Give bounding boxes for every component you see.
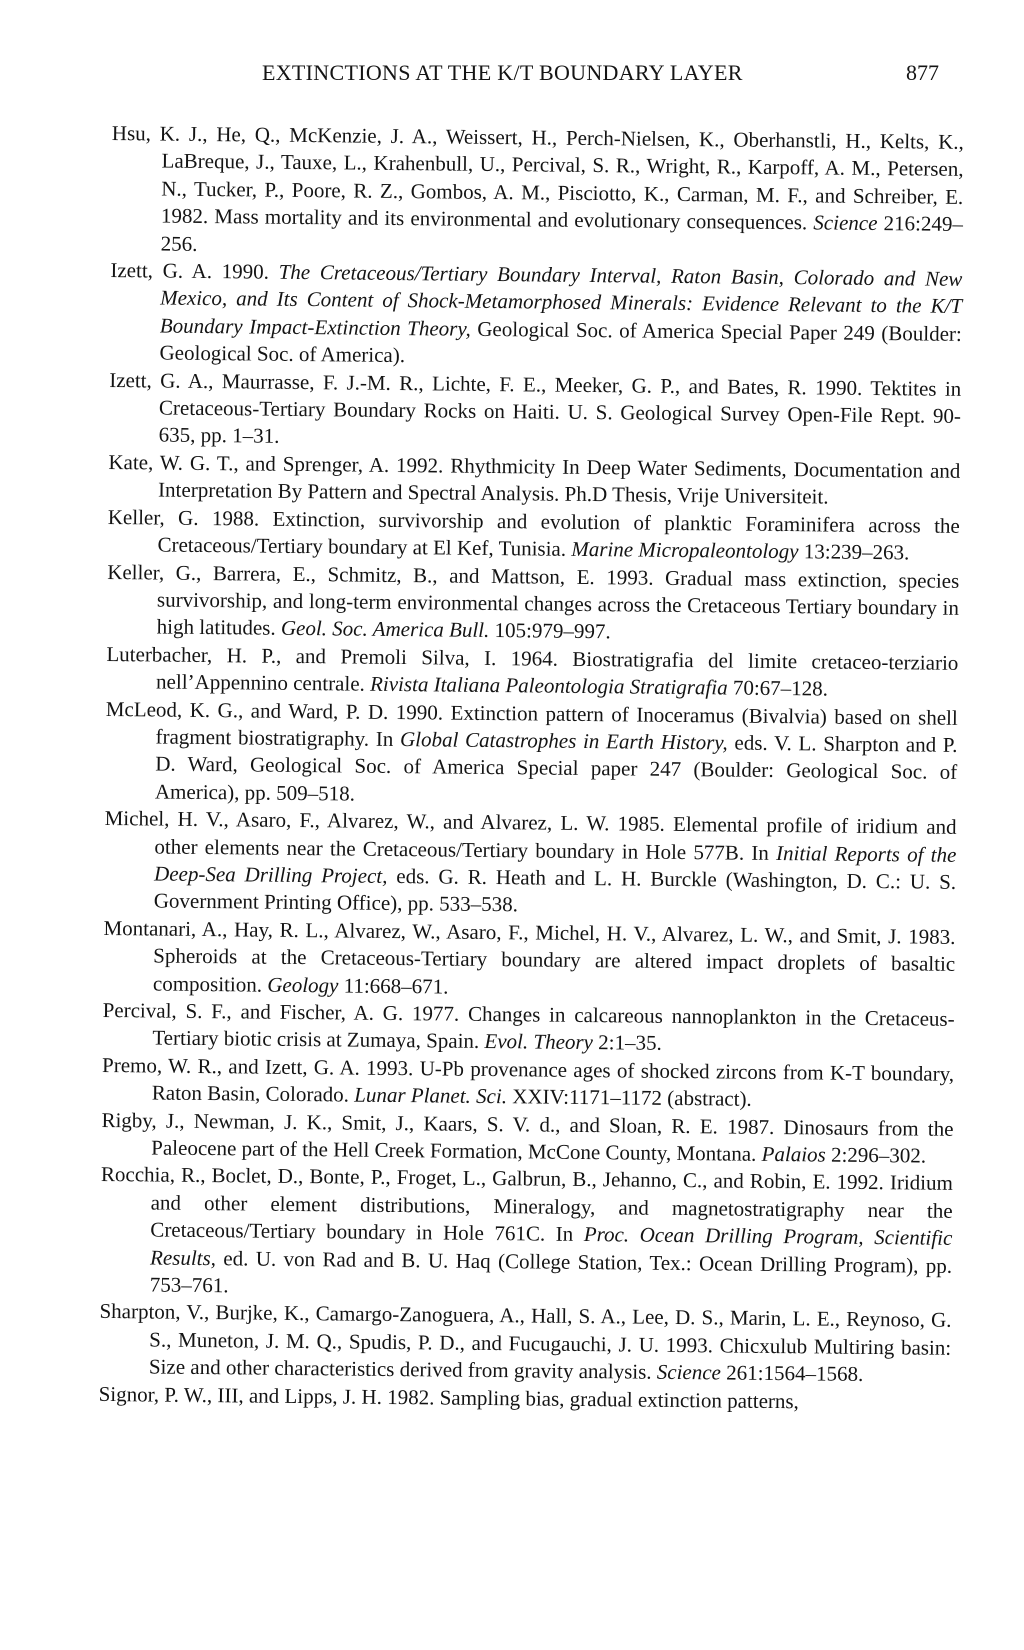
reference-text: 2:296–302. (825, 1142, 927, 1168)
reference-entry (107, 558, 960, 649)
reference-text: ed. U. von Rad and B. U. Haq (College Station, Tex.: Ocean Drilling Program), pp. 753–761. (149, 1245, 953, 1298)
reference-text: eds. G. R. Heath and L. H. Burckle (Washington, D. C.: U. S. Government Printing Office), pp. 533–538. (153, 863, 957, 917)
running-title: EXTINCTIONS AT THE K/T BOUNDARY LAYER (262, 60, 743, 85)
reference-entry (103, 915, 956, 1006)
reference-italic-title: Marine Micropaleontology (571, 536, 799, 564)
reference-entry (102, 997, 955, 1061)
reference-text: Signor, P. W., III, and Lipps, J. H. 1982. Sampling bias, gradual extinction patterns, (98, 1381, 800, 1413)
reference-text: 2:1–35. (592, 1030, 662, 1056)
reference-entry (108, 449, 961, 513)
reference-text: Keller, G., Barrera, E., Schmitz, B., and Mattson, E. 1993. Gradual mass extinction, species survivorship, and long-term environmental changes across the Cretaceous Tertiary boundary in high latitudes. (107, 559, 960, 641)
reference-entry (109, 367, 962, 458)
reference-text: 11:668–671. (338, 973, 449, 999)
reference-text: Sharpton, V., Burjke, K., Camargo-Zanoguera, A., Hall, S. A., Lee, D. S., Marin, L. E., Reynoso, G. S., Muneton, J. M. Q., Spudis, P. D., and Fucugauchi, J. U. 1993. Chicxulub Multiring basin: Size and other characteristics derived from gravity analysis. (99, 1299, 952, 1385)
reference-italic-title: Evol. Theory (484, 1029, 594, 1055)
reference-italic-title: Science (813, 210, 878, 236)
reference-text: Rigby, J., Newman, J. K., Smit, J., Kaars, S. V. d., and Sloan, R. E. 1987. Dinosaurs from the Paleocene part of the Hell Creek Formation, McCone County, Montana. (101, 1107, 954, 1166)
reference-text: Keller, G. 1988. Extinction, survivorship and evolution of planktic Foraminifera across the Cretaceous/Tertiary boundary at El Kef, Tunisia. (107, 504, 960, 561)
reference-italic-title: Initial Reports of the Deep-Sea Drilling Project, (153, 840, 957, 888)
reference-text: McLeod, K. G., and Ward, P. D. 1990. Extinction pattern of Inoceramus (Bivalvia) based on shell fragment biostratigraphy. In (105, 696, 958, 751)
reference-text: Geological Soc. of America Special Paper 249 (Boulder: Geological Soc. of America). (159, 316, 962, 368)
reference-list (99, 120, 964, 1417)
page-number: 877 (906, 60, 939, 85)
reference-italic-title: Geology (267, 972, 339, 998)
reference-italic-title: The Cretaceous/Tertiary Boundary Interval, Raton Basin, Colorado and New Mexico, and Its Content of Shock-Metamorphosed Minerals: Evidence Relevant to the K/T Boundary Impact-Extinction Theory, (159, 259, 963, 341)
reference-text: Percival, S. F., and Fischer, A. G. 1977. Changes in calcareous nannoplankton in the Cretaceus-Tertiary biotic crisis at Zumaya, Spain. (102, 997, 955, 1054)
reference-text: Hsu, K. J., He, Q., McKenzie, J. A., Weissert, H., Perch-Nielsen, K., Oberhanstli, H., Kelts, K., LaBreque, J., Tauxe, L., Krahenbull, U., Percival, S. R., Wright, R., Karpoff, A. M., Petersen, N., Tucker, P., Poore, R. Z., Gombos, A. M., Pisciotto, K., Carman, M. F., and Schreiber, E. 1982. Mass mortality and its environmental and evolutionary consequences. (111, 120, 964, 235)
reference-entry (106, 641, 959, 705)
reference-text: Premo, W. R., and Izett, G. A. 1993. U-Pb provenance ages of shocked zircons from K-T boundary, Raton Basin, Colorado. (101, 1052, 955, 1107)
reference-italic-title: Proc. Ocean Drilling Program, Scientific Results, (149, 1222, 953, 1270)
reference-text: Rocchia, R., Boclet, D., Bonte, P., Froget, L., Galbrun, B., Jehanno, C., and Robin, E. 1992. Iridium and other element distributions, Mineralogy, and magnetostratigraphy near the Cretaceous/Tertiary boundary in Hole 761C. In (100, 1162, 954, 1247)
reference-text: Kate, W. G. T., and Sprenger, A. 1992. Rhythmicity In Deep Water Sediments, Documentation and Interpretation By Pattern and Spectral Analysis. Ph.D Thesis, Vrije Universiteit. (108, 449, 961, 509)
reference-entry (101, 1107, 954, 1171)
reference-italic-title: Science (656, 1360, 722, 1385)
reference-entry (99, 1298, 952, 1389)
reference-text: 13:239–263. (798, 539, 910, 565)
reference-text: Montanari, A., Hay, R. L., Alvarez, W., Asaro, F., Michel, H. V., Alvarez, L. W., and Smit, J. 1983. Spheroids at the Cretaceous-Tertiary boundary are altered impact droplets of basaltic composition. (103, 915, 956, 997)
reference-entry (104, 805, 957, 924)
reference-entry (111, 120, 964, 266)
reference-text: 216:249–256. (160, 211, 964, 256)
reference-entry (109, 257, 962, 376)
reference-italic-title: Lunar Planet. Sci. (354, 1082, 508, 1109)
reference-text: XXIV:1171–1172 (abstract). (506, 1084, 752, 1111)
reference-text: Izett, G. A., Maurrasse, F. J.-M. R., Lichte, F. E., Meeker, G. P., and Bates, R. 1990. Tektites in Cretaceous-Tertiary Boundary Rocks on Haiti. U. S. Geological Survey Open-File Rept. 90-635, pp. 1–31. (109, 367, 962, 449)
reference-italic-title: Geol. Soc. America Bull. (280, 616, 490, 643)
reference-entry (102, 1052, 955, 1116)
reference-entry (100, 1161, 953, 1307)
reference-text: Michel, H. V., Asaro, F., Alvarez, W., and Alvarez, L. W. 1985. Elemental profile of iridium and other elements near the Cretaceous/Tertiary boundary in Hole 577B. In (104, 806, 957, 865)
reference-italic-title: Global Catastrophes in Earth History, (399, 726, 728, 755)
reference-text: 70:67–128. (727, 675, 829, 701)
reference-text: eds. V. L. Sharpton and P. D. Ward, Geological Soc. of America Special paper 247 (Boulder: Geological Soc. of America), pp. 509–518. (154, 730, 958, 806)
reference-entry (107, 504, 960, 568)
reference-text: Izett, G. A. 1990. (110, 258, 279, 284)
reference-text: Luterbacher, H. P., and Premoli Silva, I. 1964. Biostratigrafia del limite cretaceo-terziario nell’Appennino centrale. (106, 641, 959, 696)
reference-text: 105:979–997. (489, 618, 611, 644)
reference-italic-title: Palaios (761, 1141, 826, 1167)
reference-entry (105, 695, 958, 814)
reference-text: 261:1564–1568. (720, 1360, 864, 1387)
running-head (112, 60, 964, 90)
reference-italic-title: Rivista Italiana Paleontologia Stratigrafia (369, 671, 728, 700)
